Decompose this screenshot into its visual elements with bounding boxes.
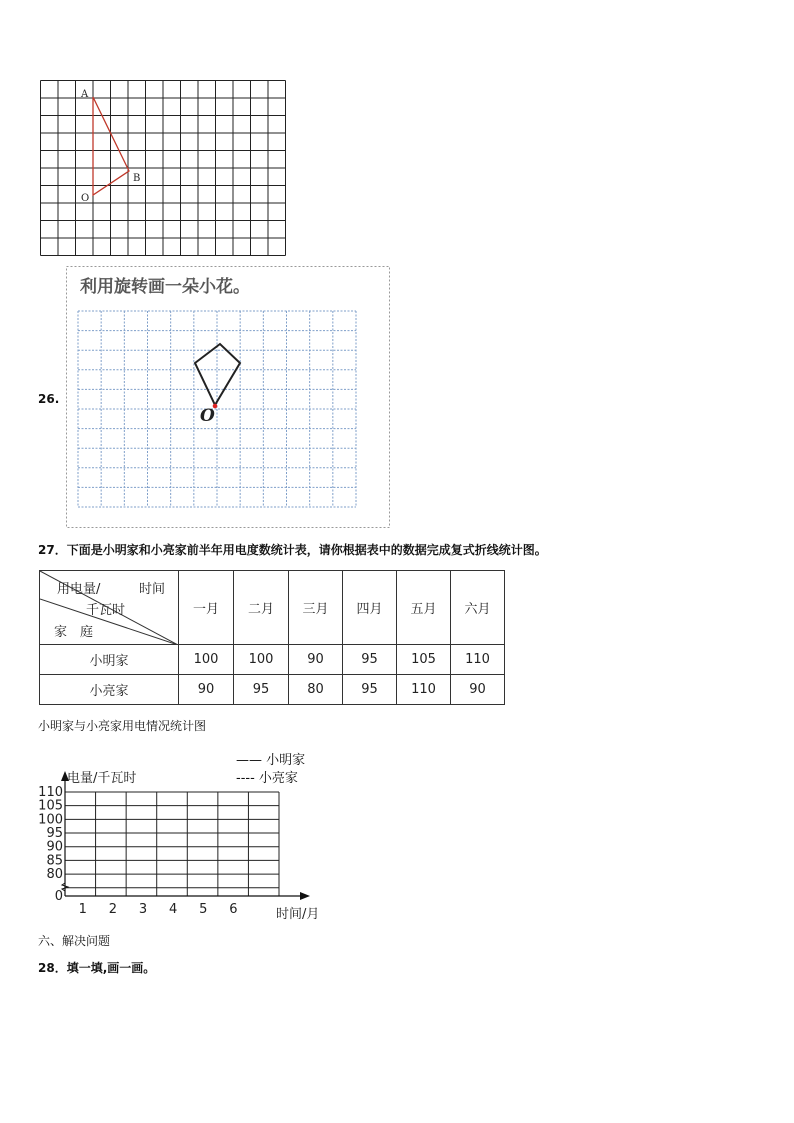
y-tick-label: 105	[38, 798, 63, 814]
x-tick-label: 2	[108, 902, 118, 917]
chart-title: 小明家与小亮家用电情况统计图	[38, 719, 207, 733]
point-a-label: A	[81, 89, 89, 100]
y-tick-label: 95	[46, 826, 63, 842]
question-28-text: 28．填一填,画一画。	[38, 961, 156, 975]
y-tick-labels	[38, 785, 63, 904]
question-27-text: 27．下面是小明家和小亮家前半年用电度数统计表，请你根据表中的数据完成复式折线统计图。	[38, 543, 547, 557]
family-name-cell: 小亮家	[40, 675, 179, 705]
x-tick-label: 1	[78, 902, 87, 917]
x-tick-label: 6	[229, 902, 238, 917]
corner-family-label: 家 庭	[54, 625, 94, 640]
y-tick-label: 80	[46, 867, 63, 883]
month-header: 六月	[451, 571, 505, 645]
point-o-label: O	[81, 193, 90, 204]
value-cell: 90	[179, 675, 234, 705]
y-tick-label: 85	[46, 853, 63, 869]
y-axis-label: 电量/千瓦时	[67, 771, 137, 786]
electricity-table	[39, 570, 505, 705]
corner-time-label: 时间	[139, 582, 166, 597]
value-cell: 110	[397, 675, 451, 705]
value-cell: 90	[451, 675, 505, 705]
point-b-label: B	[133, 173, 141, 184]
value-cell: 105	[397, 645, 451, 675]
x-axis-arrow	[300, 892, 310, 900]
y-tick-label: 0	[54, 889, 63, 904]
corner-usage-label: 用电量/	[57, 582, 101, 597]
point-o-label-26: O	[200, 406, 215, 426]
family-name-cell: 小明家	[40, 645, 179, 675]
square-grid	[41, 81, 286, 256]
electricity-line-chart	[30, 765, 350, 925]
month-header: 五月	[397, 571, 451, 645]
x-tick-label: 3	[138, 902, 148, 917]
value-cell: 95	[234, 675, 289, 705]
dashed-line-marker: ----	[236, 771, 255, 786]
legend-label-xiaoliang: 小亮家	[258, 771, 298, 786]
solid-line-marker: ——	[236, 753, 262, 768]
month-header: 三月	[289, 571, 343, 645]
month-header: 二月	[234, 571, 289, 645]
header-corner-cell	[40, 571, 179, 645]
value-cell: 95	[343, 645, 397, 675]
value-cell: 80	[289, 675, 343, 705]
month-header: 四月	[343, 571, 397, 645]
value-cell: 95	[343, 675, 397, 705]
legend-label-xiaoming: 小明家	[266, 753, 306, 768]
chart-grid	[65, 792, 279, 896]
x-tick-label: 5	[199, 902, 208, 917]
y-tick-label: 110	[38, 785, 63, 800]
x-tick-labels	[79, 902, 238, 917]
figure-frame	[67, 267, 390, 528]
question-26-number: 26.	[38, 392, 60, 406]
dotted-grid	[78, 311, 356, 507]
figure-title: 利用旋转画一朵小花。	[80, 277, 250, 297]
value-cell: 90	[289, 645, 343, 675]
corner-unit-label: 千瓦时	[86, 603, 126, 618]
table-row	[40, 645, 505, 675]
value-cell: 110	[451, 645, 505, 675]
y-tick-label: 100	[38, 812, 63, 828]
y-tick-label: 90	[46, 839, 63, 855]
x-axis-label: 时间/月	[276, 907, 320, 922]
section-6-title: 六、解决问题	[38, 934, 111, 948]
value-cell: 100	[234, 645, 289, 675]
triangle-grid-figure	[40, 80, 288, 258]
flower-rotation-figure	[66, 266, 390, 528]
value-cell: 100	[179, 645, 234, 675]
table-row	[40, 675, 505, 705]
month-header: 一月	[179, 571, 234, 645]
x-tick-label: 4	[169, 902, 178, 917]
